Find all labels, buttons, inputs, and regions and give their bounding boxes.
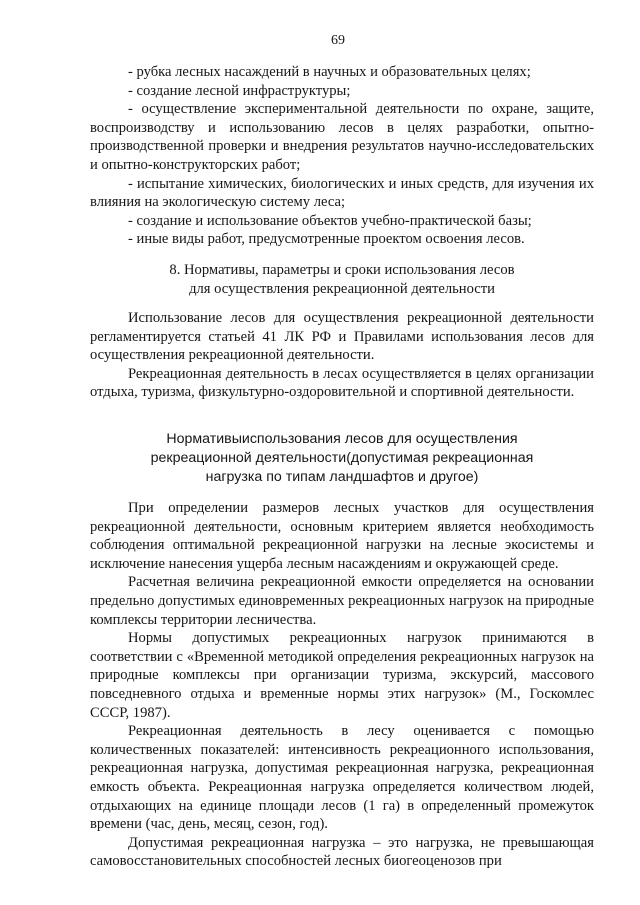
paragraph: Рекреационная деятельность в лесу оценивается с помощью количественных показателей: интенсивность рекреационного использования, рекреационная нагрузка, допустимая рекреационная нагрузка, рекреационная емкость объекта. Рекреационная нагрузка определяется количеством людей, отдыхающих на единице площади лесов (1 га) в определенный промежуток времени (час, день, месяц, сезон, год). bbox=[90, 723, 594, 833]
paragraph: Нормы допустимых рекреационных нагрузок принимаются в соответствии с «Временной методикой определения рекреационных нагрузок на природные комплексы при организации туризма, экскурсий, массового повседневного отдыха и временные нормы этих нагрузок» (М., Госкомлес СССР, 1987). bbox=[90, 630, 594, 721]
section-8-title-line-2: для осуществления рекреационной деятельности bbox=[189, 280, 495, 297]
paragraph: При определении размеров лесных участков для осуществления рекреационной деятельности, основным критерием является необходимость соблюдения оптимальной рекреационной нагрузки на лесные экосистемы и исключение нанесения ущерба лесным насаждениям и окружающей среде. bbox=[90, 500, 594, 572]
list-item: - осуществление экспериментальной деятельности по охране, защите, воспроизводству и использованию лесов в целях разработки, опытно-производственной проверки и внедрения результатов научно-исследовательских и опытно-конструкторских работ; bbox=[90, 101, 594, 173]
list-item: - создание лесной инфраструктуры; bbox=[128, 82, 351, 99]
list-item: - иные виды работ, предусмотренные проектом освоения лесов. bbox=[128, 231, 525, 248]
norms-title-line-3: нагрузка по типам ландшафтов и другое) bbox=[205, 469, 479, 485]
norms-heading bbox=[90, 430, 594, 487]
paragraph: Использование лесов для осуществления рекреационной деятельности регламентируется статьей 41 ЛК РФ и Правилами использования лесов для осуществления рекреационной деятельности. bbox=[90, 310, 594, 364]
section-8-heading bbox=[90, 261, 594, 298]
list-item: - испытание химических, биологических и иных средств, для изучения их влияния на экологическую систему леса; bbox=[90, 175, 594, 211]
section-8-title-line-1: 8. Нормативы, параметры и сроки использования лесов bbox=[169, 262, 515, 278]
norms-title-line-1: Нормативыиспользования лесов для осуществления bbox=[166, 431, 518, 447]
page-number: 69 bbox=[331, 33, 345, 48]
list-item: - рубка лесных насаждений в научных и образовательных целях; bbox=[128, 64, 531, 80]
activity-list bbox=[90, 63, 594, 249]
paragraph: Рекреационная деятельность в лесах осуществляется в целях организации отдыха, туризма, физкультурно-оздоровительной и спортивной деятельности. bbox=[90, 365, 594, 401]
paragraph: Расчетная величина рекреационной емкости определяется на основании предельно допустимых единовременных рекреационных нагрузок на природные комплексы территории лесничества. bbox=[90, 574, 594, 628]
section-8-body bbox=[90, 309, 594, 402]
paragraph: Допустимая рекреационная нагрузка – это нагрузка, не превышающая самовосстановительных способностей лесных биогеоценозов при bbox=[90, 834, 594, 870]
norms-title-line-2: рекреационной деятельности(допустимая рекреационная bbox=[150, 450, 534, 466]
list-item: - создание и использование объектов учебно-практической базы; bbox=[128, 212, 532, 229]
norms-body bbox=[90, 499, 594, 871]
